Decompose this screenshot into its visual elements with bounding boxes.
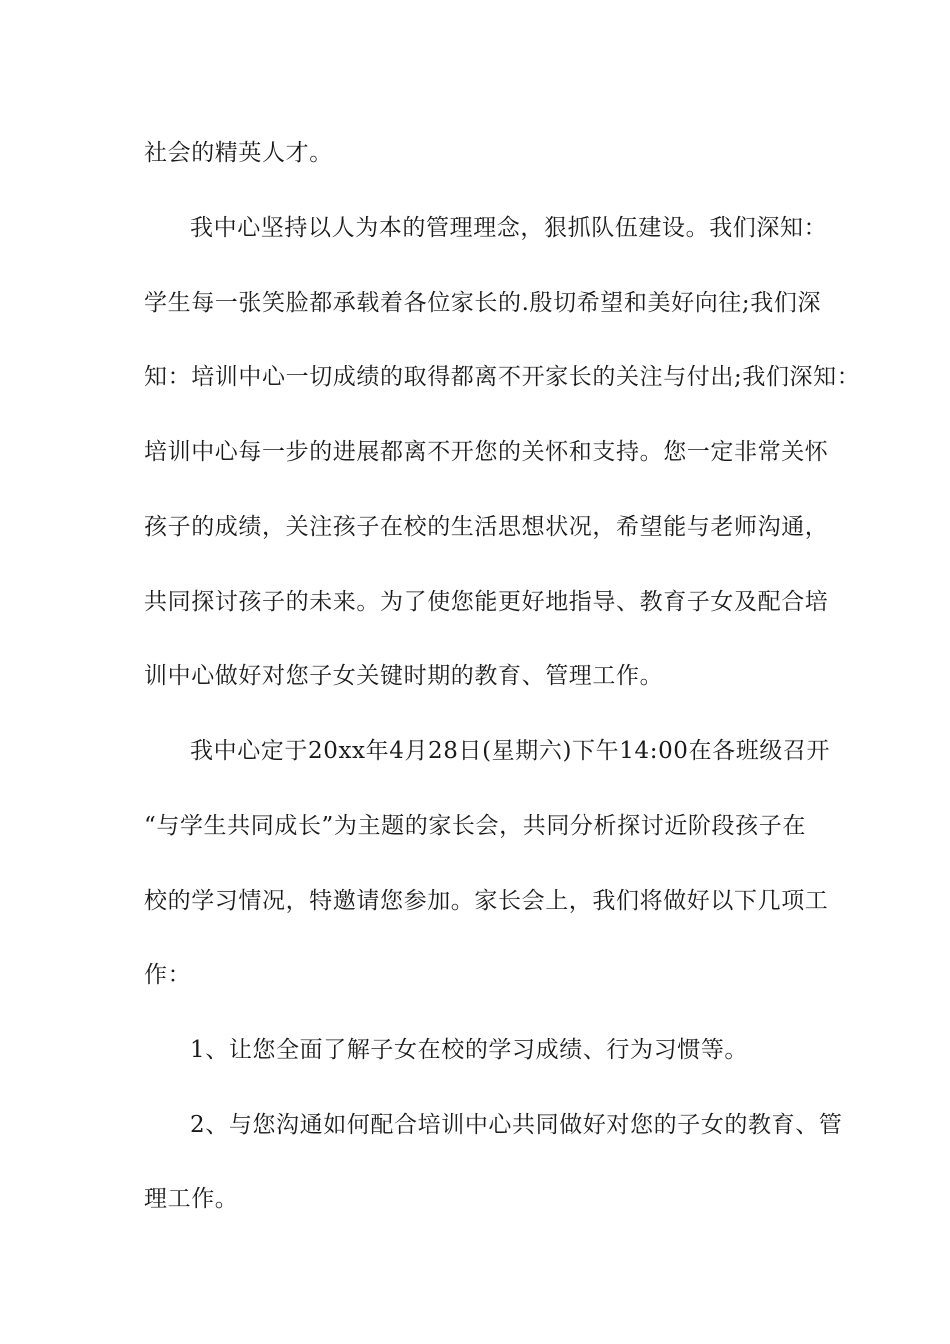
- list-item-2-continued: 理工作。: [144, 1186, 239, 1212]
- list-item-2: 2、与您沟通如何配合培训中心共同做好对您的子女的教育、管: [190, 1112, 843, 1138]
- paragraph-line-9: “与学生共同成长”为主题的家长会，共同分析探讨近阶段孩子在: [144, 813, 806, 839]
- paragraph-line-6: 共同探讨孩子的未来。为了使您能更好地指导、教育子女及配合培: [144, 589, 829, 615]
- paragraph-line-7: 训中心做好对您子女关键时期的教育、管理工作。: [144, 663, 664, 689]
- paragraph-line-4: 培训中心每一步的进展都离不开您的关怀和支持。您一定非常关怀: [144, 439, 829, 465]
- paragraph-line-5: 孩子的成绩，关注孩子在校的生活思想状况，希望能与老师沟通，: [144, 514, 829, 540]
- text-line-1: 社会的精英人才。: [144, 140, 333, 166]
- paragraph-line-3: 知：培训中心一切成绩的取得都离不开家长的关注与付出;我们深知：: [144, 364, 861, 390]
- list-item-1: 1、让您全面了解子女在校的学习成绩、行为习惯等。: [190, 1037, 749, 1063]
- paragraph-line-8: 我中心定于20xx年4月28日(星期六)下午14:00在各班级召开: [190, 738, 831, 764]
- paragraph-line-11: 作：: [144, 962, 192, 988]
- paragraph-line-2: 学生每一张笑脸都承载着各位家长的.殷切希望和美好向往;我们深: [144, 290, 822, 316]
- paragraph-line-1: 我中心坚持以人为本的管理理念，狠抓队伍建设。我们深知：: [190, 215, 828, 241]
- paragraph-line-10: 校的学习情况，特邀请您参加。家长会上，我们将做好以下几项工: [144, 888, 829, 914]
